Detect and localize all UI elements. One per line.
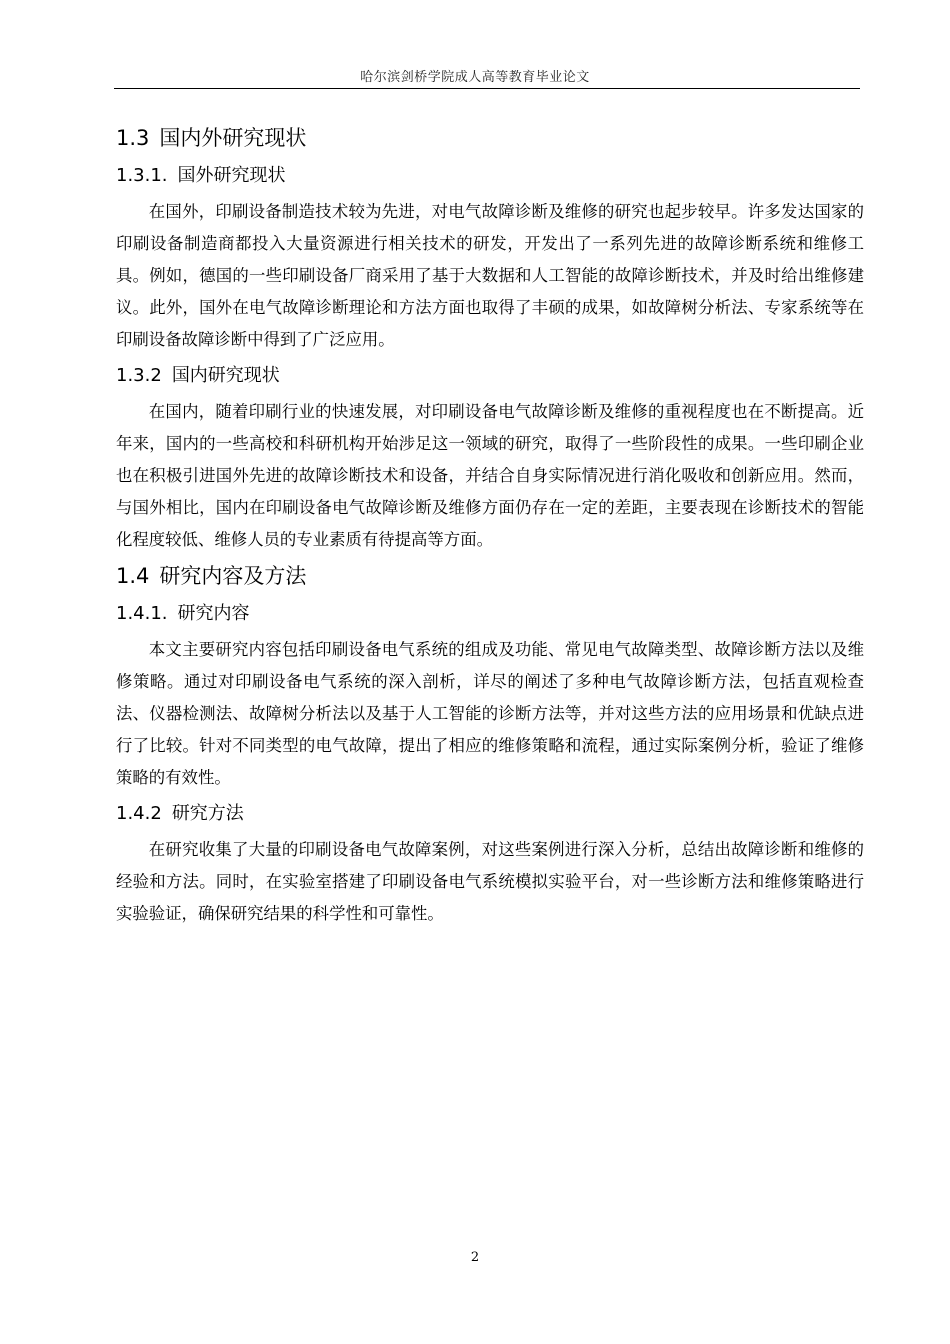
section-heading-1-4	[116, 558, 864, 594]
page-number: 2	[470, 1250, 480, 1265]
page-body	[116, 120, 864, 932]
section-title: 研究内容及方法	[159, 564, 307, 588]
subsection-number: 1.3.1.	[116, 165, 168, 186]
subsection-heading-1-3-2	[116, 360, 864, 392]
section-number: 1.3	[116, 126, 150, 150]
subsection-number: 1.4.1.	[116, 603, 168, 624]
paragraph-foreign-research: 在国外，印刷设备制造技术较为先进，对电气故障诊断及维修的研究也起步较早。许多发达国家的印刷设备制造商都投入大量资源进行相关技术的研发，开发出了一系列先进的故障诊断系统和维修工具。例如，德国的一些印刷设备厂商采用了基于大数据和人工智能的故障诊断技术，并及时给出维修建议。此外，国外在电气故障诊断理论和方法方面也取得了丰硕的成果，如故障树分析法、专家系统等在印刷设备故障诊断中得到了广泛应用。	[116, 202, 864, 349]
subsection-title: 研究内容	[177, 603, 250, 624]
subsection-heading-1-3-1	[116, 160, 864, 192]
section-heading-1-3	[116, 120, 864, 156]
subsection-heading-1-4-2	[116, 798, 864, 830]
subsection-heading-1-4-1	[116, 598, 864, 630]
subsection-title: 国外研究现状	[177, 165, 286, 186]
subsection-title: 研究方法	[171, 803, 244, 824]
section-title: 国内外研究现状	[159, 126, 307, 150]
running-header: 哈尔滨剑桥学院成人高等教育毕业论文	[360, 70, 590, 85]
paragraph-domestic-research: 在国内，随着印刷行业的快速发展，对印刷设备电气故障诊断及维修的重视程度也在不断提高。近年来，国内的一些高校和科研机构开始涉足这一领域的研究，取得了一些阶段性的成果。一些印刷企业也在积极引进国外先进的故障诊断技术和设备，并结合自身实际情况进行消化吸收和创新应用。然而，与国外相比，国内在印刷设备电气故障诊断及维修方面仍存在一定的差距，主要表现在诊断技术的智能化程度较低、维修人员的专业素质有待提高等方面。	[116, 402, 864, 549]
paragraph-research-content: 本文主要研究内容包括印刷设备电气系统的组成及功能、常见电气故障类型、故障诊断方法以及维修策略。通过对印刷设备电气系统的深入剖析，详尽的阐述了多种电气故障诊断方法，包括直观检查法、仪器检测法、故障树分析法以及基于人工智能的诊断方法等，并对这些方法的应用场景和优缺点进行了比较。针对不同类型的电气故障，提出了相应的维修策略和流程，通过实际案例分析，验证了维修策略的有效性。	[116, 640, 864, 787]
subsection-number: 1.3.2	[116, 365, 162, 386]
subsection-number: 1.4.2	[116, 803, 162, 824]
section-number: 1.4	[116, 564, 150, 588]
subsection-title: 国内研究现状	[171, 365, 280, 386]
paragraph-research-method: 在研究收集了大量的印刷设备电气故障案例，对这些案例进行深入分析，总结出故障诊断和维修的经验和方法。同时，在实验室搭建了印刷设备电气系统模拟实验平台，对一些诊断方法和维修策略进行实验验证，确保研究结果的科学性和可靠性。	[116, 840, 864, 923]
header-divider	[114, 88, 860, 89]
